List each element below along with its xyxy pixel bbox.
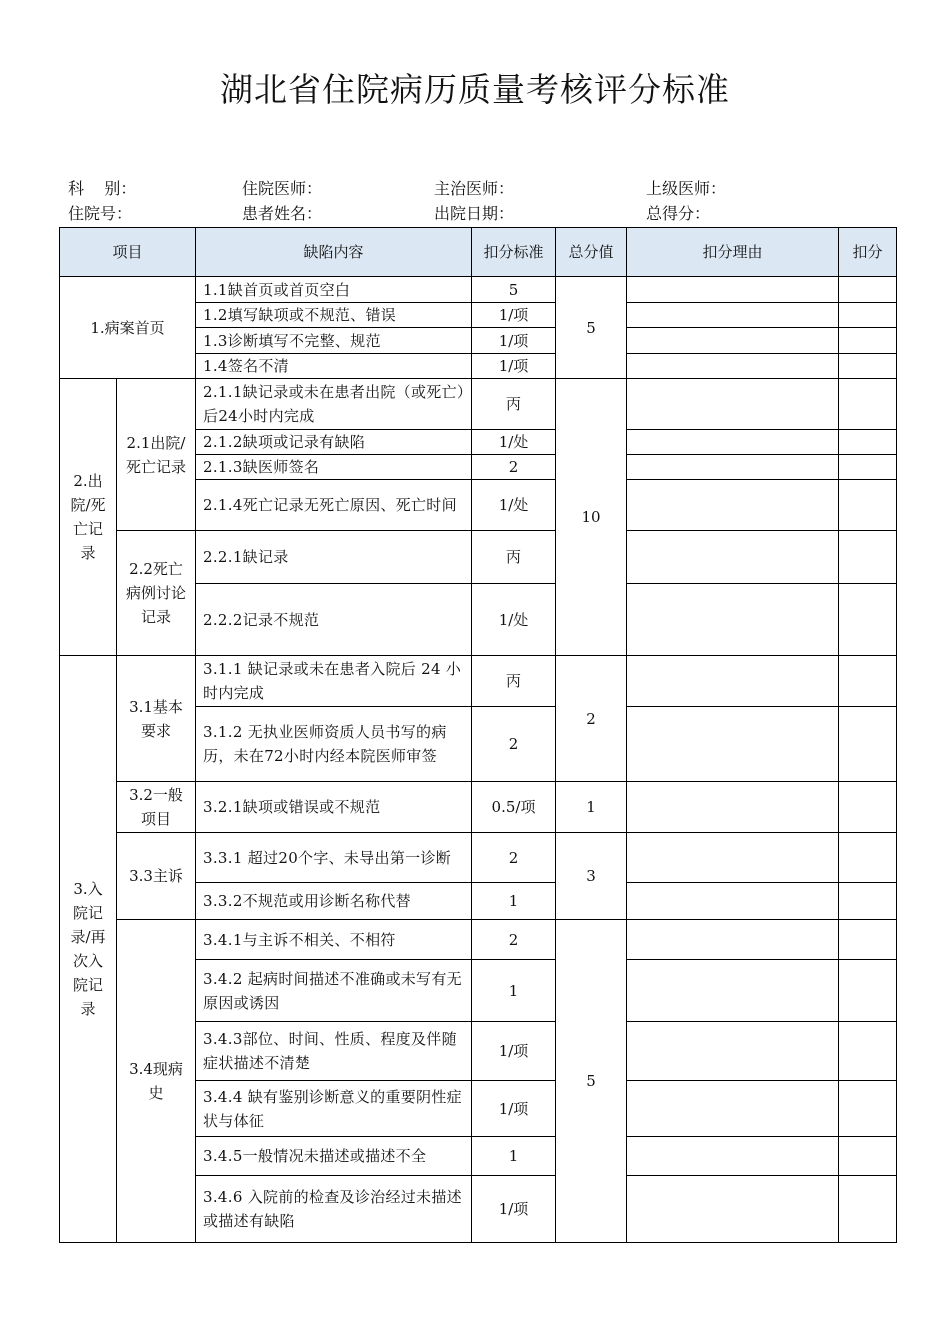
- record-info-row-2: [68, 201, 928, 226]
- discharge-date-label: 出院日期：: [434, 204, 515, 223]
- reason-cell[interactable]: [627, 1137, 839, 1176]
- std-cell: 1/项: [472, 1176, 556, 1243]
- defect-cell: 1.4签名不清: [196, 354, 472, 379]
- deduct-cell[interactable]: [839, 480, 897, 531]
- reason-cell[interactable]: [627, 707, 839, 782]
- std-cell: 1: [472, 883, 556, 920]
- reason-cell[interactable]: [627, 782, 839, 833]
- subsection-3-4-total: 5: [556, 920, 627, 1243]
- std-cell: 5: [472, 277, 556, 303]
- patient-name-label: 患者姓名：: [242, 204, 323, 223]
- deduct-cell[interactable]: [839, 531, 897, 584]
- reason-cell[interactable]: [627, 455, 839, 480]
- header-deduct-std: 扣分标准: [472, 228, 556, 277]
- defect-cell: 1.3诊断填写不完整、规范: [196, 328, 472, 354]
- defect-cell: 3.4.4 缺有鉴别诊断意义的重要阴性症状与体征: [196, 1081, 472, 1137]
- defect-cell: 3.4.6 入院前的检查及诊治经过未描述或描述有缺陷: [196, 1176, 472, 1243]
- defect-cell: 3.2.1缺项或错误或不规范: [196, 782, 472, 833]
- inpatient-no-label: 住院号：: [68, 204, 133, 223]
- subsection-2-2-name: 2.2死亡病例讨论记录: [117, 531, 196, 656]
- header-item: 项目: [60, 228, 196, 277]
- section-1-total: 5: [556, 277, 627, 379]
- defect-cell: 2.2.1缺记录: [196, 531, 472, 584]
- defect-cell: 3.1.2 无执业医师资质人员书写的病历，未在72小时内经本院医师审签: [196, 707, 472, 782]
- deduct-cell[interactable]: [839, 782, 897, 833]
- std-cell: 1/处: [472, 584, 556, 656]
- section-3-name: 3.入院记录/再次入院记录: [60, 656, 117, 1243]
- dept-label: 科 别：: [68, 179, 137, 198]
- reason-cell[interactable]: [627, 833, 839, 883]
- deduct-cell[interactable]: [839, 584, 897, 656]
- deduct-cell[interactable]: [839, 1176, 897, 1243]
- section-1-name: 1.病案首页: [60, 277, 196, 379]
- subsection-3-3-name: 3.3主诉: [117, 833, 196, 920]
- std-cell: 丙: [472, 656, 556, 707]
- defect-cell: 3.3.2不规范或用诊断名称代替: [196, 883, 472, 920]
- subsection-3-1-name: 3.1基本要求: [117, 656, 196, 782]
- deduct-cell[interactable]: [839, 430, 897, 455]
- subsection-3-2-total: 1: [556, 782, 627, 833]
- defect-cell: 1.2填写缺项或不规范、错误: [196, 303, 472, 328]
- std-cell: 1/项: [472, 328, 556, 354]
- table-row: [60, 920, 897, 960]
- resident-label: 住院医师：: [242, 179, 323, 198]
- reason-cell[interactable]: [627, 883, 839, 920]
- defect-cell: 2.1.2缺项或记录有缺陷: [196, 430, 472, 455]
- std-cell: 1/项: [472, 354, 556, 379]
- subsection-2-1-name: 2.1出院/死亡记录: [117, 379, 196, 531]
- defect-cell: 3.1.1 缺记录或未在患者入院后 24 小时内完成: [196, 656, 472, 707]
- reason-cell[interactable]: [627, 480, 839, 531]
- deduct-cell[interactable]: [839, 1022, 897, 1081]
- senior-label: 上级医师：: [646, 179, 727, 198]
- deduct-cell[interactable]: [839, 328, 897, 354]
- subsection-3-2-name: 3.2一般项目: [117, 782, 196, 833]
- std-cell: 2: [472, 833, 556, 883]
- section-2-total: 10: [556, 379, 627, 656]
- reason-cell[interactable]: [627, 328, 839, 354]
- std-cell: 0.5/项: [472, 782, 556, 833]
- defect-cell: 2.2.2记录不规范: [196, 584, 472, 656]
- reason-cell[interactable]: [627, 277, 839, 303]
- std-cell: 丙: [472, 379, 556, 430]
- header-deduct: 扣分: [839, 228, 897, 277]
- defect-cell: 2.1.3缺医师签名: [196, 455, 472, 480]
- defect-cell: 3.3.1 超过20个字、未导出第一诊断: [196, 833, 472, 883]
- deduct-cell[interactable]: [839, 1081, 897, 1137]
- std-cell: 1/处: [472, 480, 556, 531]
- defect-cell: 3.4.2 起病时间描述不准确或未写有无原因或诱因: [196, 960, 472, 1022]
- deduct-cell[interactable]: [839, 303, 897, 328]
- deduct-cell[interactable]: [839, 883, 897, 920]
- std-cell: 2: [472, 707, 556, 782]
- reason-cell[interactable]: [627, 303, 839, 328]
- reason-cell[interactable]: [627, 1081, 839, 1137]
- std-cell: 1: [472, 960, 556, 1022]
- deduct-cell[interactable]: [839, 379, 897, 430]
- defect-cell: 3.4.1与主诉不相关、不相符: [196, 920, 472, 960]
- reason-cell[interactable]: [627, 656, 839, 707]
- subsection-3-1-total: 2: [556, 656, 627, 782]
- reason-cell[interactable]: [627, 354, 839, 379]
- std-cell: 2: [472, 920, 556, 960]
- deduct-cell[interactable]: [839, 354, 897, 379]
- subsection-3-3-total: 3: [556, 833, 627, 920]
- std-cell: 1/项: [472, 303, 556, 328]
- deduct-cell[interactable]: [839, 833, 897, 883]
- header-reason: 扣分理由: [627, 228, 839, 277]
- defect-cell: 2.1.4死亡记录无死亡原因、死亡时间: [196, 480, 472, 531]
- reason-cell[interactable]: [627, 430, 839, 455]
- section-2-name: 2.出院/死亡记录: [60, 379, 117, 656]
- reason-cell[interactable]: [627, 1176, 839, 1243]
- deduct-cell[interactable]: [839, 707, 897, 782]
- table-row: [60, 531, 897, 584]
- reason-cell[interactable]: [627, 531, 839, 584]
- std-cell: 1/项: [472, 1022, 556, 1081]
- reason-cell[interactable]: [627, 920, 839, 960]
- header-defect: 缺陷内容: [196, 228, 472, 277]
- reason-cell[interactable]: [627, 379, 839, 430]
- std-cell: 2: [472, 455, 556, 480]
- header-total: 总分值: [556, 228, 627, 277]
- reason-cell[interactable]: [627, 584, 839, 656]
- table-row: [60, 833, 897, 883]
- table-row: [60, 379, 897, 430]
- table-row: [60, 782, 897, 833]
- table-header: [60, 228, 897, 277]
- deduct-cell[interactable]: [839, 455, 897, 480]
- deduct-cell[interactable]: [839, 656, 897, 707]
- table-row: [60, 656, 897, 707]
- std-cell: 1/项: [472, 1081, 556, 1137]
- defect-cell: 1.1缺首页或首页空白: [196, 277, 472, 303]
- subsection-3-4-name: 3.4现病史: [117, 920, 196, 1243]
- defect-cell: 3.4.3部位、时间、性质、程度及伴随症状描述不清楚: [196, 1022, 472, 1081]
- std-cell: 丙: [472, 531, 556, 584]
- defect-cell: 2.1.1缺记录或未在患者出院（或死亡）后24小时内完成: [196, 379, 472, 430]
- record-info-row-1: [68, 176, 928, 201]
- defect-cell: 3.4.5一般情况未描述或描述不全: [196, 1137, 472, 1176]
- page-title: 湖北省住院病历质量考核评分标准: [220, 70, 730, 109]
- reason-cell[interactable]: [627, 960, 839, 1022]
- std-cell: 1/处: [472, 430, 556, 455]
- deduct-cell[interactable]: [839, 1137, 897, 1176]
- total-score-label: 总得分：: [646, 204, 711, 223]
- std-cell: 1: [472, 1137, 556, 1176]
- deduct-cell[interactable]: [839, 920, 897, 960]
- reason-cell[interactable]: [627, 1022, 839, 1081]
- table-row: [60, 277, 897, 303]
- scoring-table: [59, 227, 897, 1243]
- record-info: [68, 176, 928, 226]
- deduct-cell[interactable]: [839, 960, 897, 1022]
- deduct-cell[interactable]: [839, 277, 897, 303]
- attending-label: 主治医师：: [434, 179, 515, 198]
